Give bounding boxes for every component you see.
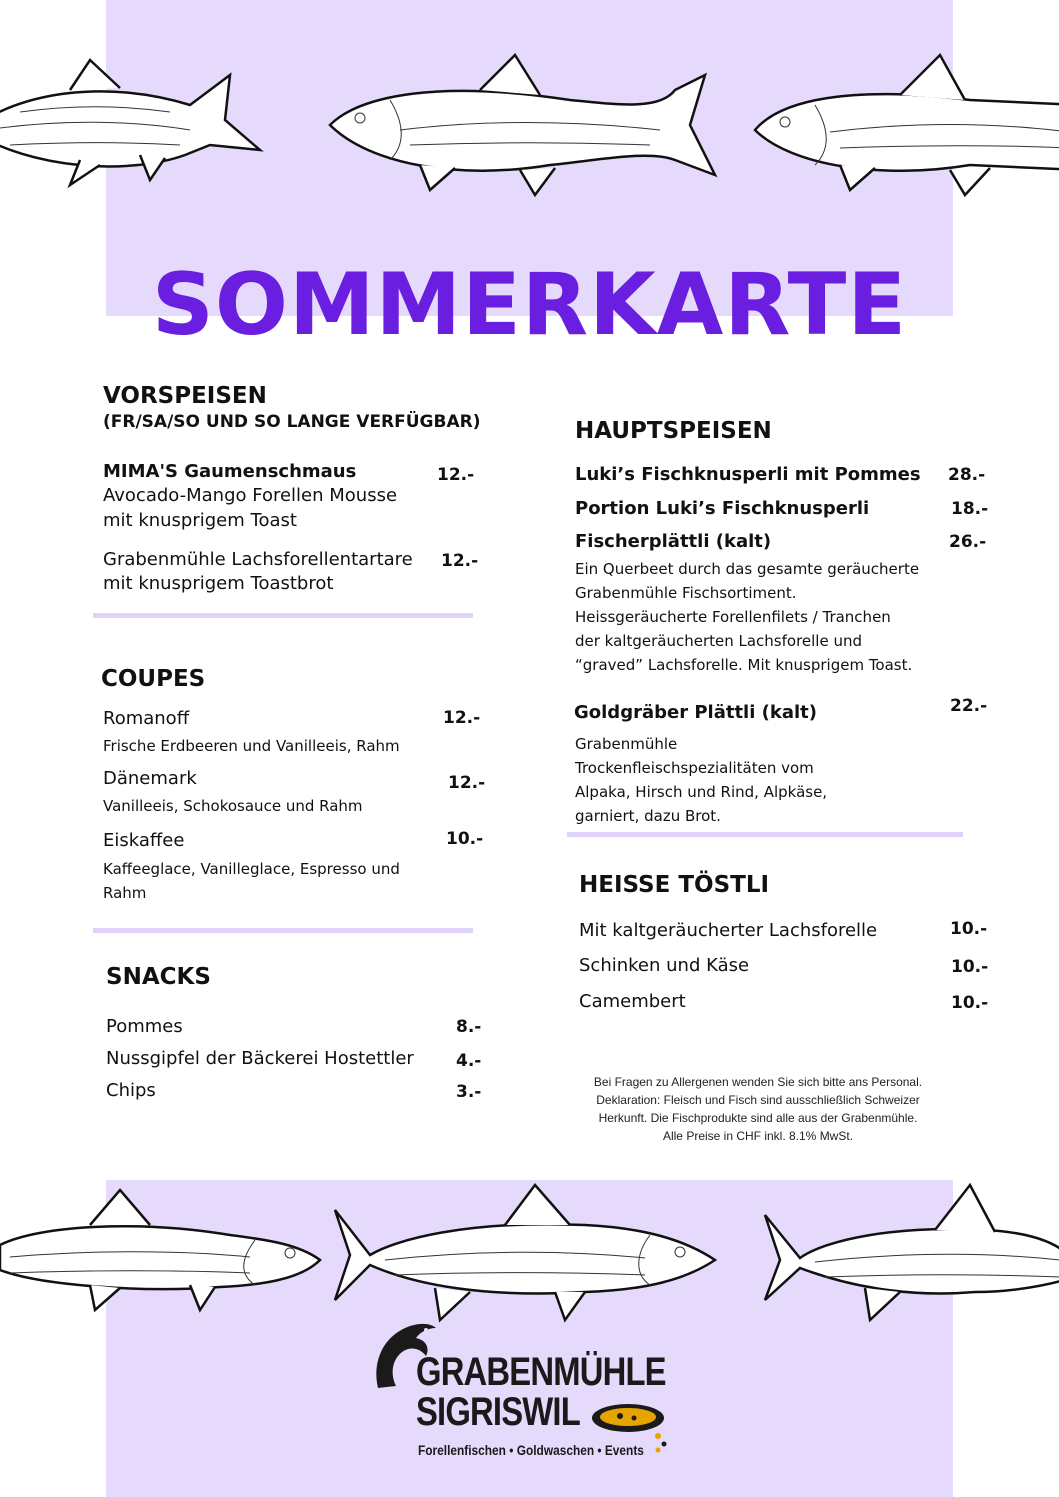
item-name: Mit kaltgeräucherter Lachsforelle [579,920,878,941]
footnote-line: Herkunft. Die Fischprodukte sind alle aus der Grabenmühle. [598,1111,918,1125]
grabenmuehle-logo [370,1318,690,1478]
item-name: Chips [106,1080,156,1101]
logo-wordmark-line1: GRABENMÜHLE [416,1350,666,1394]
vorspeisen-availability: (FR/SA/SO UND SO LANGE VERFÜGBAR) [103,412,481,432]
section-heading-heisse-toestli: HEISSE TÖSTLI [579,872,770,898]
item-price: 28.- [948,465,986,485]
item-name: Luki’s Fischknusperli mit Pommes [575,464,921,485]
fish-illustration-top-left [0,50,300,190]
item-name: MIMA'S Gaumenschmaus [103,461,357,482]
menu-title: SOMMERKARTE [151,255,908,355]
section-divider [93,928,473,933]
item-name: Pommes [106,1016,183,1037]
item-name: Romanoff [103,708,190,729]
item-price: 18.- [951,499,989,519]
item-name: Goldgräber Plättli (kalt) [574,702,818,723]
item-name: Eiskaffee [103,830,185,851]
item-price: 26.- [949,532,987,552]
section-heading-vorspeisen: VORSPEISEN [103,383,267,409]
item-price: 4.- [456,1051,482,1071]
section-divider [93,613,473,618]
allergen-footnote [568,1073,948,1145]
fish-illustration-bottom-left [0,1185,330,1325]
item-desc: Kaffeeglace, Vanilleglace, Espresso und Rahm [103,860,400,902]
item-price: 10.- [446,829,484,849]
item-price: 10.- [951,993,989,1013]
fish-illustration-top-center [320,50,720,200]
item-name: Nussgipfel der Bäckerei Hostettler [106,1048,414,1069]
item-name: Camembert [579,991,686,1012]
item-price: 3.- [456,1082,482,1102]
item-price: 22.- [950,696,988,716]
item-name: Grabenmühle Lachsforellentartare [103,549,413,570]
item-price: 12.- [448,773,486,793]
item-desc: Grabenmühle Trockenfleischspezialitäten vom Alpaka, Hirsch und Rind, Alpkäse, garniert, dazu Brot. [575,735,828,825]
logo-tagline: Forellenfischen • Goldwaschen • Events [418,1442,644,1458]
footnote-line: Bei Fragen zu Allergenen wenden Sie sich bitte ans Personal. [593,1075,923,1089]
fish-illustration-top-right [750,50,1059,200]
item-price: 12.- [443,708,481,728]
item-price: 10.- [950,919,988,939]
item-price: 12.- [437,465,475,485]
section-heading-snacks: SNACKS [106,964,211,990]
item-price: 10.- [951,957,989,977]
footnote-line: Deklaration: Fleisch und Fisch sind ausschließlich Schweizer [596,1093,920,1107]
item-desc: mit knusprigem Toastbrot [103,573,334,594]
logo-wordmark-line2: SIGRISWIL [416,1390,580,1434]
section-heading-hauptspeisen: HAUPTSPEISEN [575,418,772,444]
item-desc: Vanilleeis, Schokosauce und Rahm [103,797,363,815]
item-desc: Avocado-Mango Forellen Mousse [103,485,398,506]
item-name: Portion Luki’s Fischknusperli [575,498,870,519]
item-name: Fischerplättli (kalt) [575,531,772,552]
section-heading-coupes: COUPES [101,666,206,692]
footnote-line: Alle Preise in CHF inkl. 8.1% MwSt. [662,1129,854,1143]
item-name: Dänemark [103,768,197,789]
fish-illustration-bottom-right [755,1180,1059,1330]
section-divider [567,832,963,837]
item-desc: Ein Querbeet durch das gesamte geräucherte Grabenmühle Fischsortiment. Heissgeräucherte Forellenfilets / Tranchen der kaltgeräucherten Lachsforelle und “graved” Lachsforelle. Mit knusprigem Toast. [575,560,920,674]
fish-illustration-bottom-center [325,1180,725,1330]
item-desc: Frische Erdbeeren und Vanilleeis, Rahm [103,737,400,755]
item-price: 8.- [456,1017,482,1037]
item-desc: mit knusprigem Toast [103,510,297,531]
item-name: Schinken und Käse [579,955,750,976]
item-price: 12.- [441,551,479,571]
